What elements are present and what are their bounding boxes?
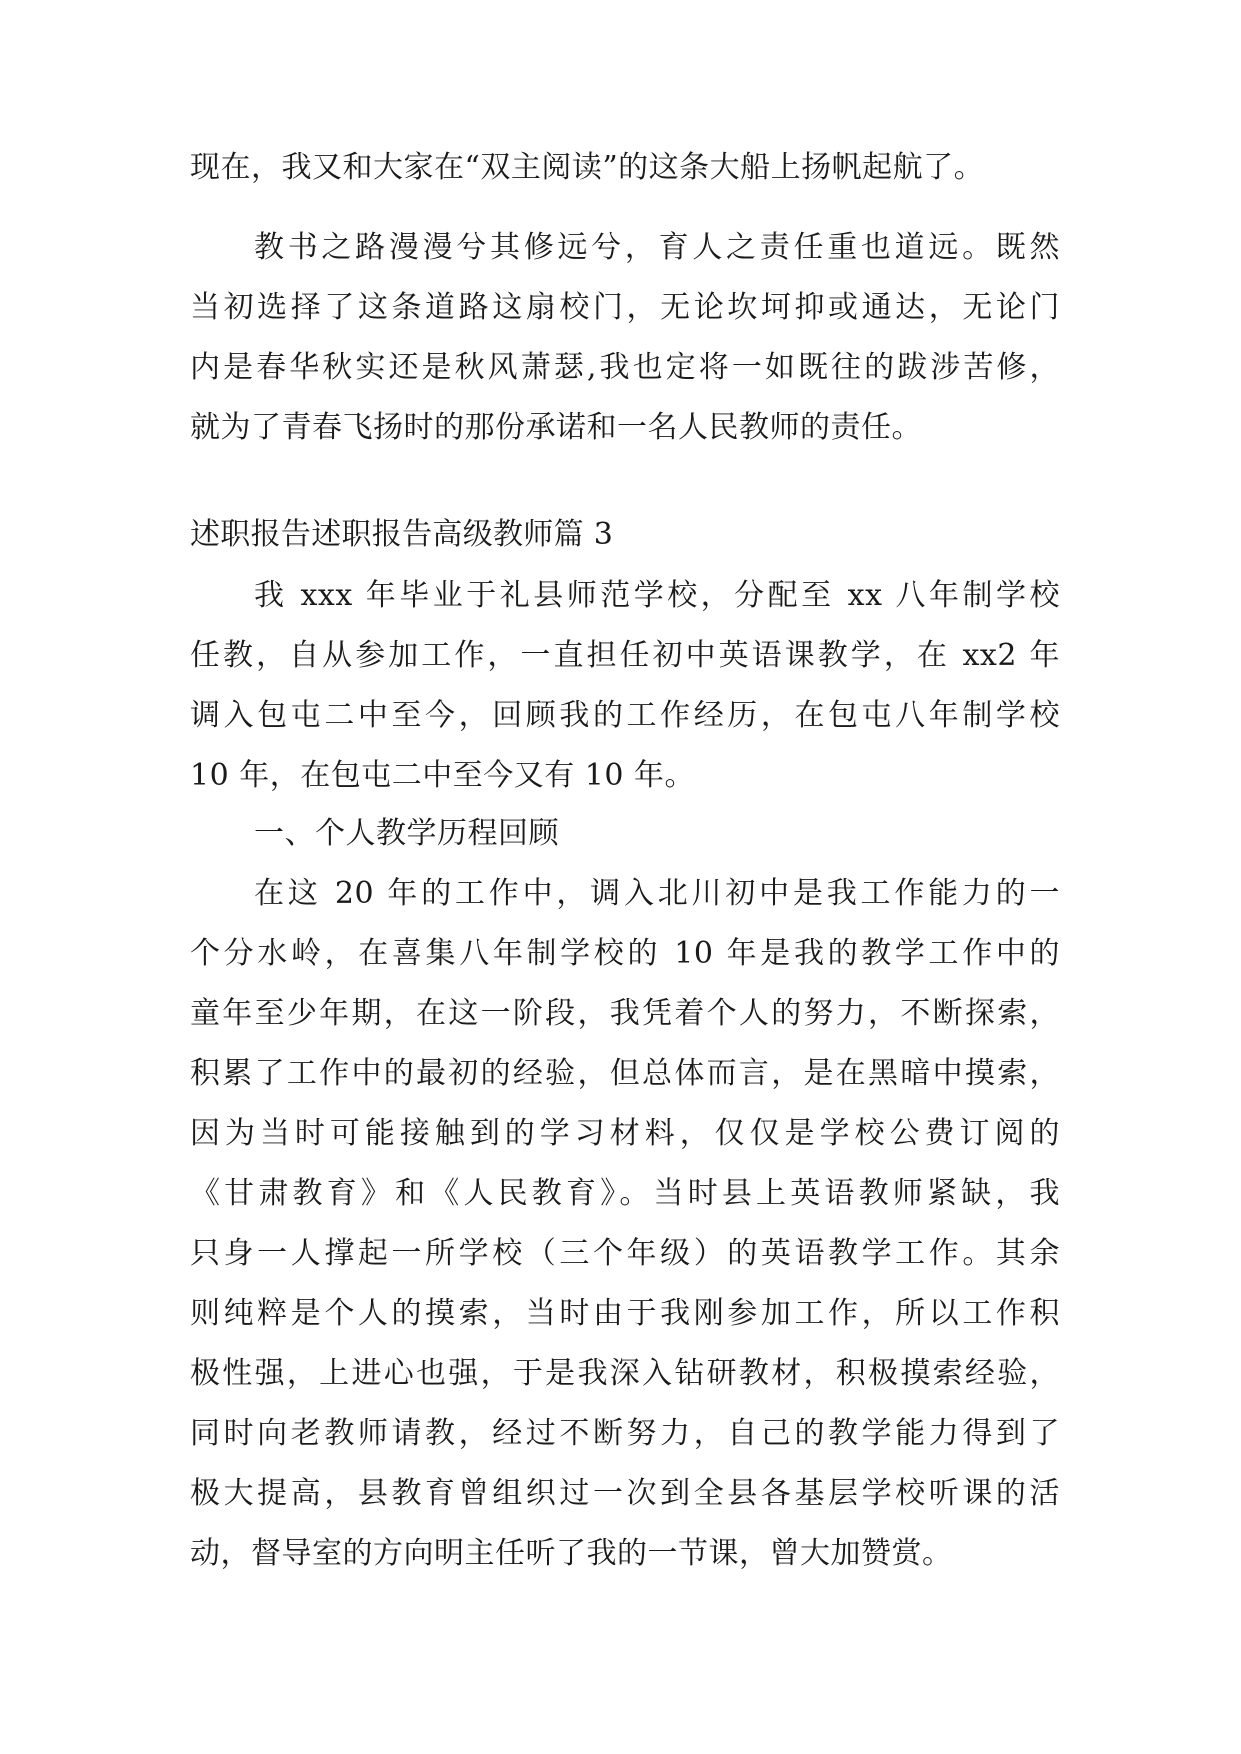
para-2-line-4: 10 年，在包屯二中至今又有 10 年。 xyxy=(190,758,695,793)
para-3-line-4: 积累了工作中的最初的经验，但总体而言，是在黑暗中摸索， xyxy=(190,1056,1060,1091)
para-3-line-7: 只身一人撑起一所学校（三个年级）的英语教学工作。其余 xyxy=(190,1236,1060,1271)
para-3-line-9: 极性强，上进心也强，于是我深入钻研教材，积极摸索经验， xyxy=(190,1356,1060,1391)
para-3-line-2: 个分水岭，在喜集八年制学校的 10 年是我的教学工作中的 xyxy=(190,936,1060,971)
para-3-line-6: 《甘肃教育》和《人民教育》。当时县上英语教师紧缺，我 xyxy=(190,1176,1060,1211)
subheading-personal-teaching-review: 一、个人教学历程回顾 xyxy=(254,816,559,851)
para-1-line-2: 当初选择了这条道路这扇校门，无论坎坷抑或通达，无论门 xyxy=(190,290,1060,325)
para-3-line-10: 同时向老教师请教，经过不断努力，自己的教学能力得到了 xyxy=(190,1416,1060,1451)
para-2-line-1: 我 xxx 年毕业于礼县师范学校，分配至 xx 八年制学校 xyxy=(254,578,1060,613)
para-1-line-1: 教书之路漫漫兮其修远兮，育人之责任重也道远。既然 xyxy=(254,230,1060,265)
para-1-line-4: 就为了青春飞扬时的那份承诺和一名人民教师的责任。 xyxy=(190,410,922,445)
para-3-line-8: 则纯粹是个人的摸索，当时由于我刚参加工作，所以工作积 xyxy=(190,1296,1060,1331)
para-3-line-12: 动，督导室的方向明主任听了我的一节课，曾大加赞赏。 xyxy=(190,1536,953,1571)
section-title: 述职报告述职报告高级教师篇 3 xyxy=(190,517,614,552)
para-3-line-1: 在这 20 年的工作中，调入北川初中是我工作能力的一 xyxy=(254,876,1060,911)
para-2-line-2: 任教，自从参加工作，一直担任初中英语课教学，在 xx2 年 xyxy=(190,638,1060,673)
para-3-line-5: 因为当时可能接触到的学习材料，仅仅是学校公费订阅的 xyxy=(190,1116,1060,1151)
para-3-line-11: 极大提高，县教育曾组织过一次到全县各基层学校听课的活 xyxy=(190,1476,1060,1511)
para-3-line-3: 童年至少年期，在这一阶段，我凭着个人的努力，不断探索， xyxy=(190,996,1060,1031)
para-2-line-3: 调入包屯二中至今，回顾我的工作经历，在包屯八年制学校 xyxy=(190,698,1060,733)
intro-line-1: 现在，我又和大家在“双主阅读”的这条大船上扬帆起航了。 xyxy=(190,150,985,185)
para-1-line-3: 内是春华秋实还是秋风萧瑟,我也定将一如既往的跋涉苦修， xyxy=(190,350,1060,385)
